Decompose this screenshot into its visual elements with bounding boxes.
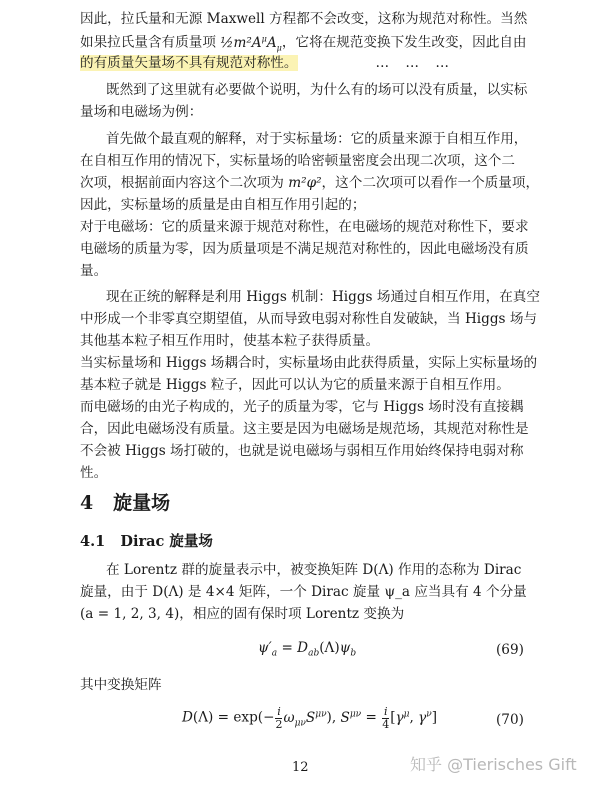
section-heading: [80, 488, 170, 515]
text-line: 而电磁场的由光子构成的，光子的质量为零，它与 Higgs 场时没有直接耦: [80, 399, 524, 415]
quadratic-term-math: m²φ²: [288, 175, 322, 191]
highlighted-text: 的有质量矢量场不具有规范对称性。: [80, 55, 298, 71]
text-line: 电磁场的质量为零，因为质量项是不满足规范对称性的，因此电磁场没有质: [80, 241, 529, 257]
text-line: 对于电磁场：它的质量来源于规范对称性，在电磁场的规范对称性下，要求: [80, 219, 529, 235]
text-line: 中形成一个非零真空期望值，从而导致电弱对称性自发破缺，当 Higgs 场与: [80, 311, 538, 327]
text-line: 当实标量场和 Higgs 场耦合时，实标量场由此获得质量，实际上实标量场的: [80, 355, 538, 371]
section-number: 4: [80, 492, 94, 514]
text-line: 其他基本粒子相互作用时，使基本粒子获得质量。: [80, 333, 380, 349]
text-line: 在自相互作用的情况下，实标量场的哈密顿量密度会出现二次项，这个二: [80, 153, 515, 169]
text-segment: ，它将在规范变换下发生改变，因此自由: [281, 34, 527, 51]
subsection-title: Dirac 旋量场: [120, 533, 213, 550]
text-line: 因此，实标量场的质量是由自相互作用引起的；: [80, 197, 366, 213]
ellipsis-marks: … … …: [375, 55, 455, 71]
equation-69: $\psi'_a = D_{ab}(\Lambda)\psi_b$: [258, 640, 357, 659]
text-line: 因此，拉氏量和无源 Maxwell 方程都不会改变，这称为规范对称性。当然: [80, 11, 528, 27]
text-line: 既然到了这里就有必要做个说明，为什么有的场可以没有质量，以实标: [106, 82, 528, 98]
text-line: [80, 35, 527, 52]
text-line: 合，因此电磁场没有质量。这主要是因为电磁场是规范场，其规范对称性是: [80, 421, 529, 437]
text-line: [80, 177, 539, 191]
text-line: (a = 1, 2, 3, 4)，相应的固有保时项 Lorentz 变换为: [80, 606, 405, 622]
text-line: 首先做个最直观的解释，对于实标量场：它的质量来源于自相互作用，: [106, 131, 528, 147]
watermark: 知乎 @Tierisches Gift: [410, 755, 577, 774]
text-line: 性。: [80, 465, 108, 481]
text-line: 其中变换矩阵: [80, 677, 162, 693]
subsection-heading: [80, 530, 213, 551]
section-title: 旋量场: [113, 492, 171, 514]
text-segment: ，这个二次项可以看作一个质量项，: [321, 175, 540, 191]
text-line: 量。: [80, 263, 108, 279]
text-line: 现在正统的解释是利用 Higgs 机制：Higgs 场通过自相互作用，在真空: [106, 289, 540, 305]
equation-number: (69): [496, 642, 524, 658]
text-segment: 次项，根据前面内容这个二次项为: [80, 175, 289, 191]
equation-number: (70): [496, 712, 524, 728]
equation-70: D(Λ) = exp(− $\frac{i}{2}$ $\omega_{\mu\nu}S^{\mu\nu}$), $S^{\mu\nu}$ = $\frac{i}{4}$ [$\gamma^\mu$, $\gamma^\nu$]: [182, 705, 438, 731]
text-segment: 如果拉氏量含有质量项: [80, 34, 221, 51]
mass-term-math: $\frac{1}{2}m^2A^\mu A_\mu$: [220, 34, 282, 53]
subsection-number: 4.1: [80, 533, 106, 550]
text-line: [80, 57, 455, 71]
text-line: 基本粒子就是 Higgs 粒子，因此可以认为它的质量来源于自相互作用。: [80, 377, 510, 393]
text-line: 在 Lorentz 群的旋量表示中，被变换矩阵 D(Λ) 作用的态称为 Dirac: [106, 562, 522, 578]
text-line: 旋量，由于 D(Λ) 是 4×4 矩阵，一个 Dirac 旋量 ψ_a 应当具有 4 个分量: [80, 584, 527, 600]
page-number: 12: [292, 760, 309, 775]
text-line: 量场和电磁场为例：: [80, 104, 203, 120]
text-line: 不会被 Higgs 场打破的，也就是说电磁场与弱相互作用始终保持电弱对称: [80, 443, 524, 459]
